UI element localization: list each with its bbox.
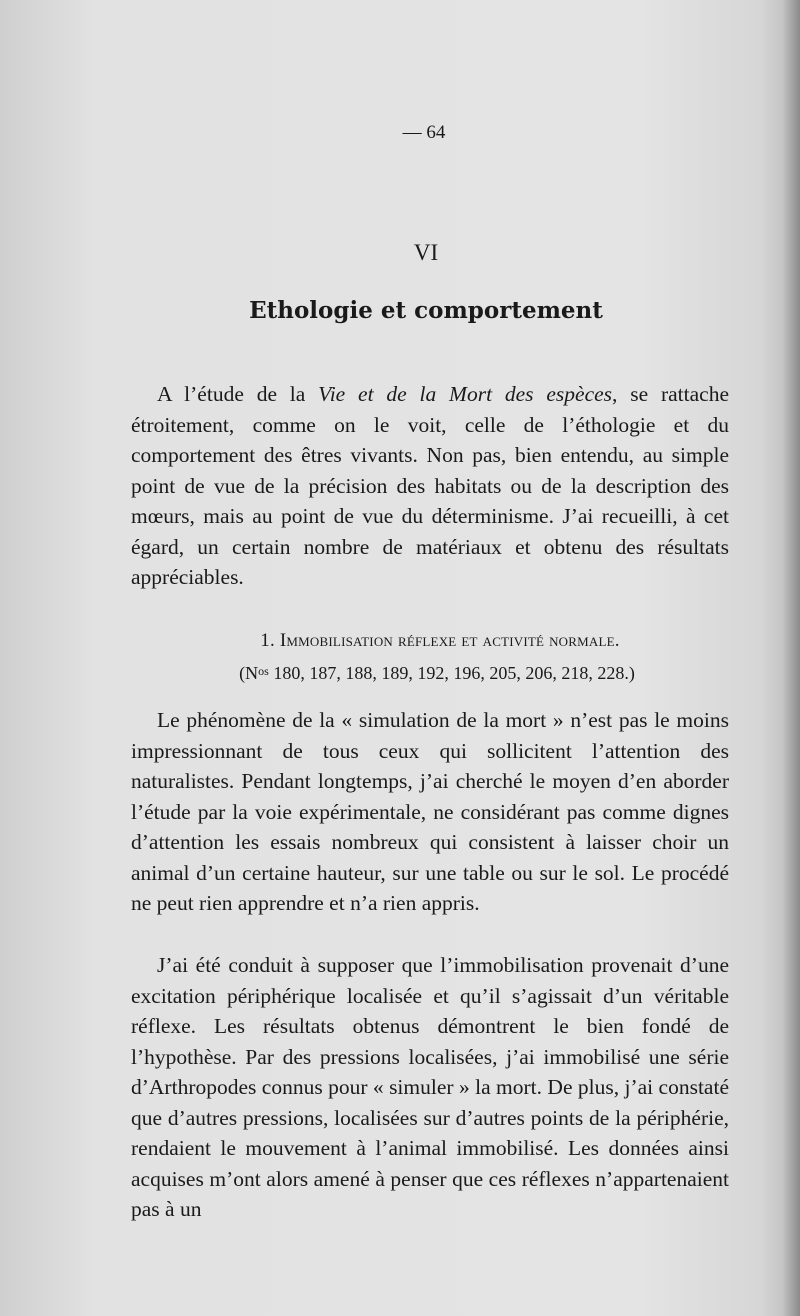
page-number: — 64 xyxy=(402,122,446,143)
refs-superscript: os xyxy=(258,664,269,678)
refs-list: 180, 187, 188, 189, 192, 196, 205, 206, 218, 228.) xyxy=(268,663,635,683)
section-heading xyxy=(131,630,729,652)
paragraph-text: J’ai été conduit à supposer que l’immobilisation provenait d’une excitation périphérique localisée et qu’il s’agissait d’un véritable réflexe. Les résultats obtenus démontrent le bien fondé de l’hypothèse. Par des pressions localisées, j’ai immobilisé une série d’Arthropodes connus pour « simuler » la mort. De plus, j’ai constaté que d’autres pressions, localisées sur d’autres points de la périphérie, rendaient le mouvement à l’animal immobilisé. Les données ainsi acquises m’ont alors amené à penser que ces réflexes n’appartenaient pas à un xyxy=(131,953,729,1221)
section-references xyxy=(131,663,729,684)
intro-text-end: , se rattache étroitement, comme on le voit, celle de l’éthologie et du comportement des êtres vivants. Non pas, bien entendu, au simple point de vue de la précision des habitats ou de la description des mœurs, mais au point de vue du déterminisme. J’ai recueilli, à cet égard, un certain nombre de matériaux et obtenu des résultats appréciables. xyxy=(131,382,729,589)
intro-italic-title: Vie et de la Mort des espèces xyxy=(318,382,613,406)
section-title: Immobilisation réflexe et activité normale. xyxy=(279,630,620,651)
chapter-title: Ethologie et comportement xyxy=(249,297,603,324)
body-paragraph xyxy=(131,705,729,919)
intro-text-start: A l’étude de la xyxy=(157,382,319,406)
intro-paragraph xyxy=(131,379,729,593)
paragraph-text: Le phénomène de la « simulation de la mort » n’est pas le moins impressionnant de tous ceux qui sollicitent l’attention des naturalistes. Pendant longtemps, j’ai cherché le moyen d’en aborder l’étude par la voie expérimentale, ne considérant pas comme dignes d’attention les essais nombreux qui consistent à laisser choir un animal d’un certaine hauteur, sur une table ou sur le sol. Le procédé ne peut rien apprendre et n’a rien appris. xyxy=(131,708,729,915)
refs-prefix: (N xyxy=(239,663,259,683)
section-number: 1. xyxy=(260,630,275,651)
body-paragraph xyxy=(131,950,729,1225)
chapter-number: VI xyxy=(413,240,439,265)
